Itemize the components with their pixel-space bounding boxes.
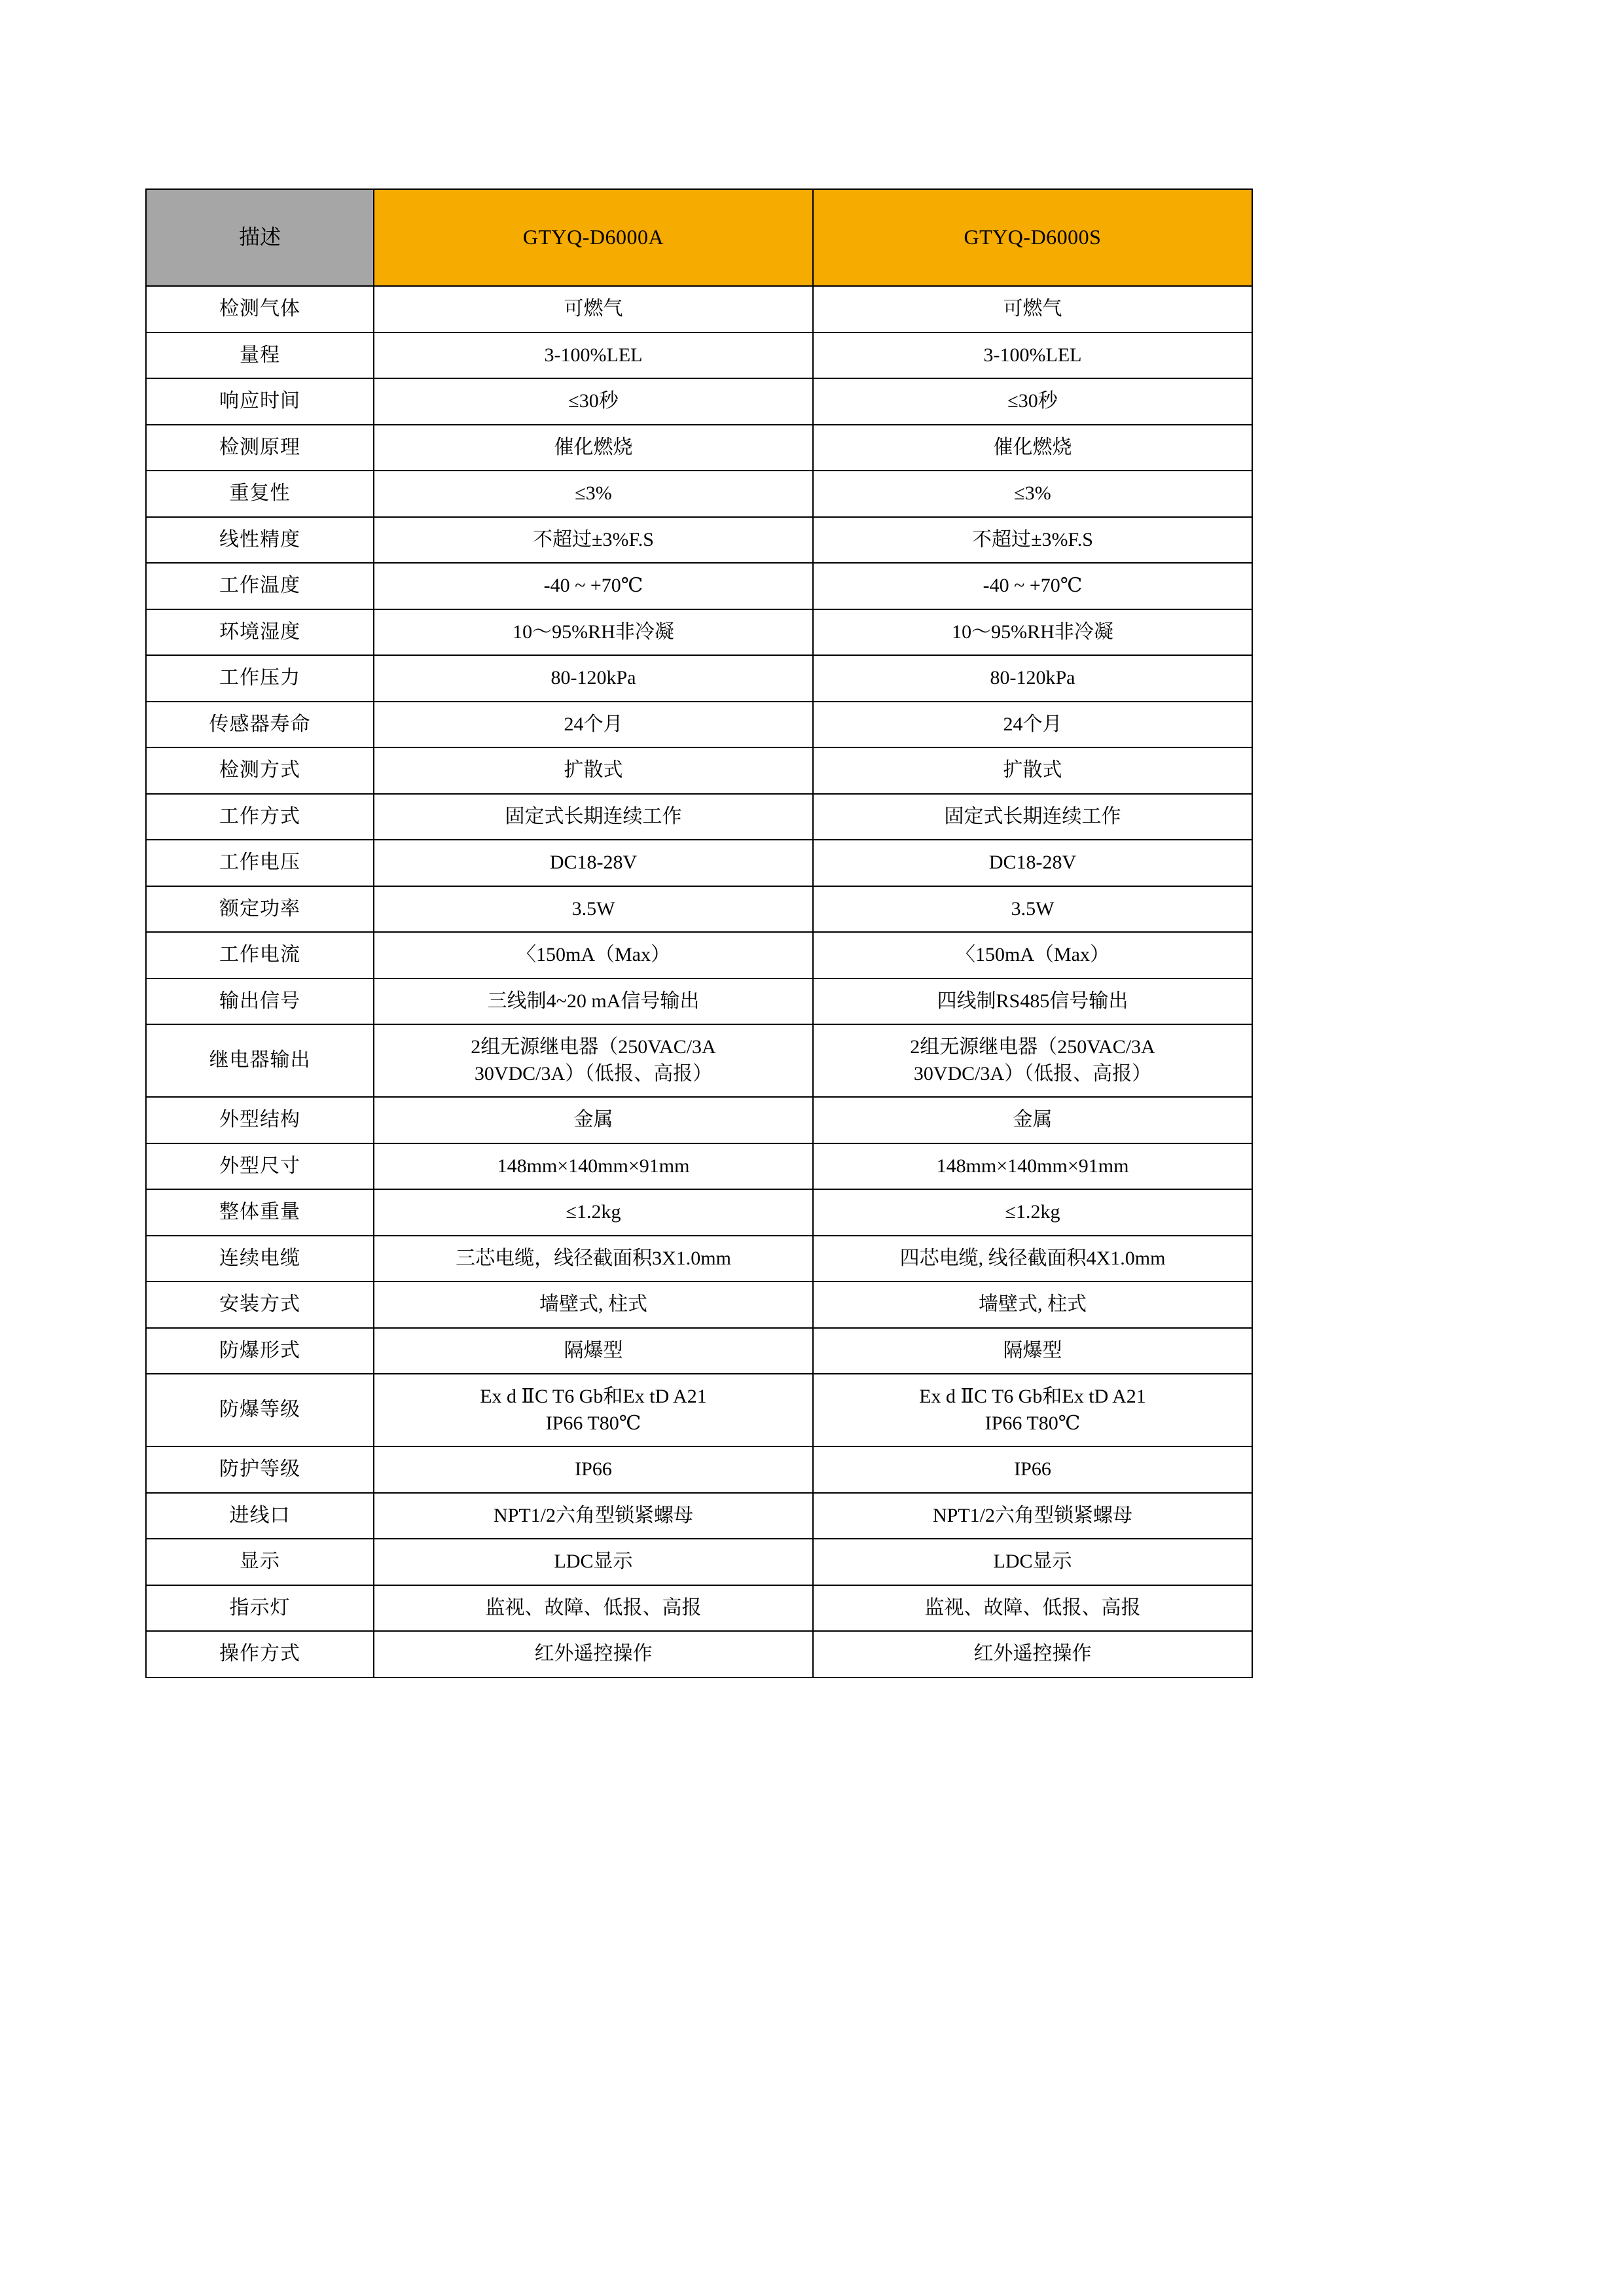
cell-model-s: 80-120kPa bbox=[813, 655, 1252, 702]
cell-model-s: 24个月 bbox=[813, 702, 1252, 748]
cell-model-a: -40 ~ +70℃ bbox=[374, 563, 813, 609]
row-label: 检测原理 bbox=[146, 425, 374, 471]
row-label: 量程 bbox=[146, 332, 374, 379]
row-label: 防爆等级 bbox=[146, 1374, 374, 1446]
table-row bbox=[146, 471, 1252, 517]
cell-model-a: ≤3% bbox=[374, 471, 813, 517]
cell-model-a: 可燃气 bbox=[374, 286, 813, 332]
table-row bbox=[146, 1097, 1252, 1143]
column-header-description: 描述 bbox=[146, 189, 374, 286]
table-row bbox=[146, 517, 1252, 564]
table-row bbox=[146, 1374, 1252, 1446]
table-row bbox=[146, 886, 1252, 933]
table-row bbox=[146, 840, 1252, 886]
cell-model-s: NPT1/2六角型锁紧螺母 bbox=[813, 1493, 1252, 1539]
row-label: 响应时间 bbox=[146, 378, 374, 425]
row-label: 防护等级 bbox=[146, 1446, 374, 1493]
row-label: 显示 bbox=[146, 1539, 374, 1585]
cell-model-a: 〈150mA（Max） bbox=[374, 932, 813, 978]
row-label: 检测气体 bbox=[146, 286, 374, 332]
row-label: 工作电压 bbox=[146, 840, 374, 886]
table-row bbox=[146, 1143, 1252, 1190]
cell-model-a: 三芯电缆，线径截面积3X1.0mm bbox=[374, 1236, 813, 1282]
table-row bbox=[146, 702, 1252, 748]
cell-model-a: 监视、故障、低报、高报 bbox=[374, 1585, 813, 1632]
cell-model-s: IP66 bbox=[813, 1446, 1252, 1493]
cell-model-s: ≤30秒 bbox=[813, 378, 1252, 425]
cell-model-s: 3.5W bbox=[813, 886, 1252, 933]
cell-model-s: LDC显示 bbox=[813, 1539, 1252, 1585]
cell-model-s: 〈150mA（Max） bbox=[813, 932, 1252, 978]
row-label: 重复性 bbox=[146, 471, 374, 517]
row-label: 输出信号 bbox=[146, 978, 374, 1025]
cell-model-s: 墙壁式, 柱式 bbox=[813, 1282, 1252, 1328]
table-row bbox=[146, 378, 1252, 425]
row-label: 继电器输出 bbox=[146, 1024, 374, 1097]
cell-model-s: 可燃气 bbox=[813, 286, 1252, 332]
cell-model-a: 金属 bbox=[374, 1097, 813, 1143]
cell-model-s: Ex d ⅡC T6 Gb和Ex tD A21 IP66 T80℃ bbox=[813, 1374, 1252, 1446]
table-row bbox=[146, 747, 1252, 794]
cell-model-a: 隔爆型 bbox=[374, 1328, 813, 1374]
cell-model-a: LDC显示 bbox=[374, 1539, 813, 1585]
row-label: 连续电缆 bbox=[146, 1236, 374, 1282]
cell-model-a: 不超过±3%F.S bbox=[374, 517, 813, 564]
cell-model-a: 红外遥控操作 bbox=[374, 1631, 813, 1677]
cell-model-a: IP66 bbox=[374, 1446, 813, 1493]
table-row bbox=[146, 1328, 1252, 1374]
cell-model-a: 80-120kPa bbox=[374, 655, 813, 702]
table-row bbox=[146, 1189, 1252, 1236]
cell-model-s: DC18-28V bbox=[813, 840, 1252, 886]
row-label: 工作方式 bbox=[146, 794, 374, 840]
cell-model-a: 三线制4~20 mA信号输出 bbox=[374, 978, 813, 1025]
table-row bbox=[146, 932, 1252, 978]
table-row bbox=[146, 286, 1252, 332]
cell-model-s: 催化燃烧 bbox=[813, 425, 1252, 471]
cell-model-s: -40 ~ +70℃ bbox=[813, 563, 1252, 609]
cell-model-a: 3.5W bbox=[374, 886, 813, 933]
cell-model-s: 四芯电缆, 线径截面积4X1.0mm bbox=[813, 1236, 1252, 1282]
cell-model-a: 固定式长期连续工作 bbox=[374, 794, 813, 840]
row-label: 工作压力 bbox=[146, 655, 374, 702]
table-row bbox=[146, 1585, 1252, 1632]
table-row bbox=[146, 1024, 1252, 1097]
cell-model-s: 148mm×140mm×91mm bbox=[813, 1143, 1252, 1190]
row-label: 防爆形式 bbox=[146, 1328, 374, 1374]
table-row bbox=[146, 1236, 1252, 1282]
table-row bbox=[146, 425, 1252, 471]
row-label: 环境湿度 bbox=[146, 609, 374, 656]
row-label: 指示灯 bbox=[146, 1585, 374, 1632]
table-row bbox=[146, 609, 1252, 656]
cell-model-s: ≤1.2kg bbox=[813, 1189, 1252, 1236]
cell-model-a: 催化燃烧 bbox=[374, 425, 813, 471]
cell-model-a: 3-100%LEL bbox=[374, 332, 813, 379]
table-body bbox=[146, 286, 1252, 1677]
row-label: 进线口 bbox=[146, 1493, 374, 1539]
cell-model-a: ≤30秒 bbox=[374, 378, 813, 425]
cell-model-s: ≤3% bbox=[813, 471, 1252, 517]
cell-model-s: 扩散式 bbox=[813, 747, 1252, 794]
table-row bbox=[146, 1631, 1252, 1677]
row-label: 额定功率 bbox=[146, 886, 374, 933]
cell-model-a: 10～95%RH非冷凝 bbox=[374, 609, 813, 656]
row-label: 操作方式 bbox=[146, 1631, 374, 1677]
cell-model-a: 24个月 bbox=[374, 702, 813, 748]
row-label: 传感器寿命 bbox=[146, 702, 374, 748]
cell-model-a: 墙壁式, 柱式 bbox=[374, 1282, 813, 1328]
cell-model-s: 金属 bbox=[813, 1097, 1252, 1143]
column-header-model-a: GTYQ-D6000A bbox=[374, 189, 813, 286]
row-label: 工作电流 bbox=[146, 932, 374, 978]
cell-model-a: DC18-28V bbox=[374, 840, 813, 886]
cell-model-a: ≤1.2kg bbox=[374, 1189, 813, 1236]
cell-model-a: Ex d ⅡC T6 Gb和Ex tD A21 IP66 T80℃ bbox=[374, 1374, 813, 1446]
cell-model-s: 固定式长期连续工作 bbox=[813, 794, 1252, 840]
cell-model-s: 不超过±3%F.S bbox=[813, 517, 1252, 564]
row-label: 整体重量 bbox=[146, 1189, 374, 1236]
row-label: 安装方式 bbox=[146, 1282, 374, 1328]
cell-model-a: NPT1/2六角型锁紧螺母 bbox=[374, 1493, 813, 1539]
row-label: 检测方式 bbox=[146, 747, 374, 794]
table-row bbox=[146, 1539, 1252, 1585]
cell-model-s: 10～95%RH非冷凝 bbox=[813, 609, 1252, 656]
table-row bbox=[146, 655, 1252, 702]
specification-table bbox=[145, 188, 1253, 1678]
row-label: 外型尺寸 bbox=[146, 1143, 374, 1190]
cell-model-a: 148mm×140mm×91mm bbox=[374, 1143, 813, 1190]
cell-model-s: 3-100%LEL bbox=[813, 332, 1252, 379]
cell-model-s: 四线制RS485信号输出 bbox=[813, 978, 1252, 1025]
table-row bbox=[146, 332, 1252, 379]
cell-model-a: 2组无源继电器（250VAC/3A 30VDC/3A）（低报、高报） bbox=[374, 1024, 813, 1097]
table-row bbox=[146, 1446, 1252, 1493]
spec-table-container bbox=[145, 188, 1252, 1678]
table-row bbox=[146, 1282, 1252, 1328]
table-row bbox=[146, 1493, 1252, 1539]
table-row bbox=[146, 978, 1252, 1025]
row-label: 外型结构 bbox=[146, 1097, 374, 1143]
table-row bbox=[146, 563, 1252, 609]
cell-model-s: 红外遥控操作 bbox=[813, 1631, 1252, 1677]
column-header-model-s: GTYQ-D6000S bbox=[813, 189, 1252, 286]
row-label: 线性精度 bbox=[146, 517, 374, 564]
cell-model-a: 扩散式 bbox=[374, 747, 813, 794]
cell-model-s: 2组无源继电器（250VAC/3A 30VDC/3A）（低报、高报） bbox=[813, 1024, 1252, 1097]
row-label: 工作温度 bbox=[146, 563, 374, 609]
table-header-row bbox=[146, 189, 1252, 286]
cell-model-s: 隔爆型 bbox=[813, 1328, 1252, 1374]
cell-model-s: 监视、故障、低报、高报 bbox=[813, 1585, 1252, 1632]
table-row bbox=[146, 794, 1252, 840]
